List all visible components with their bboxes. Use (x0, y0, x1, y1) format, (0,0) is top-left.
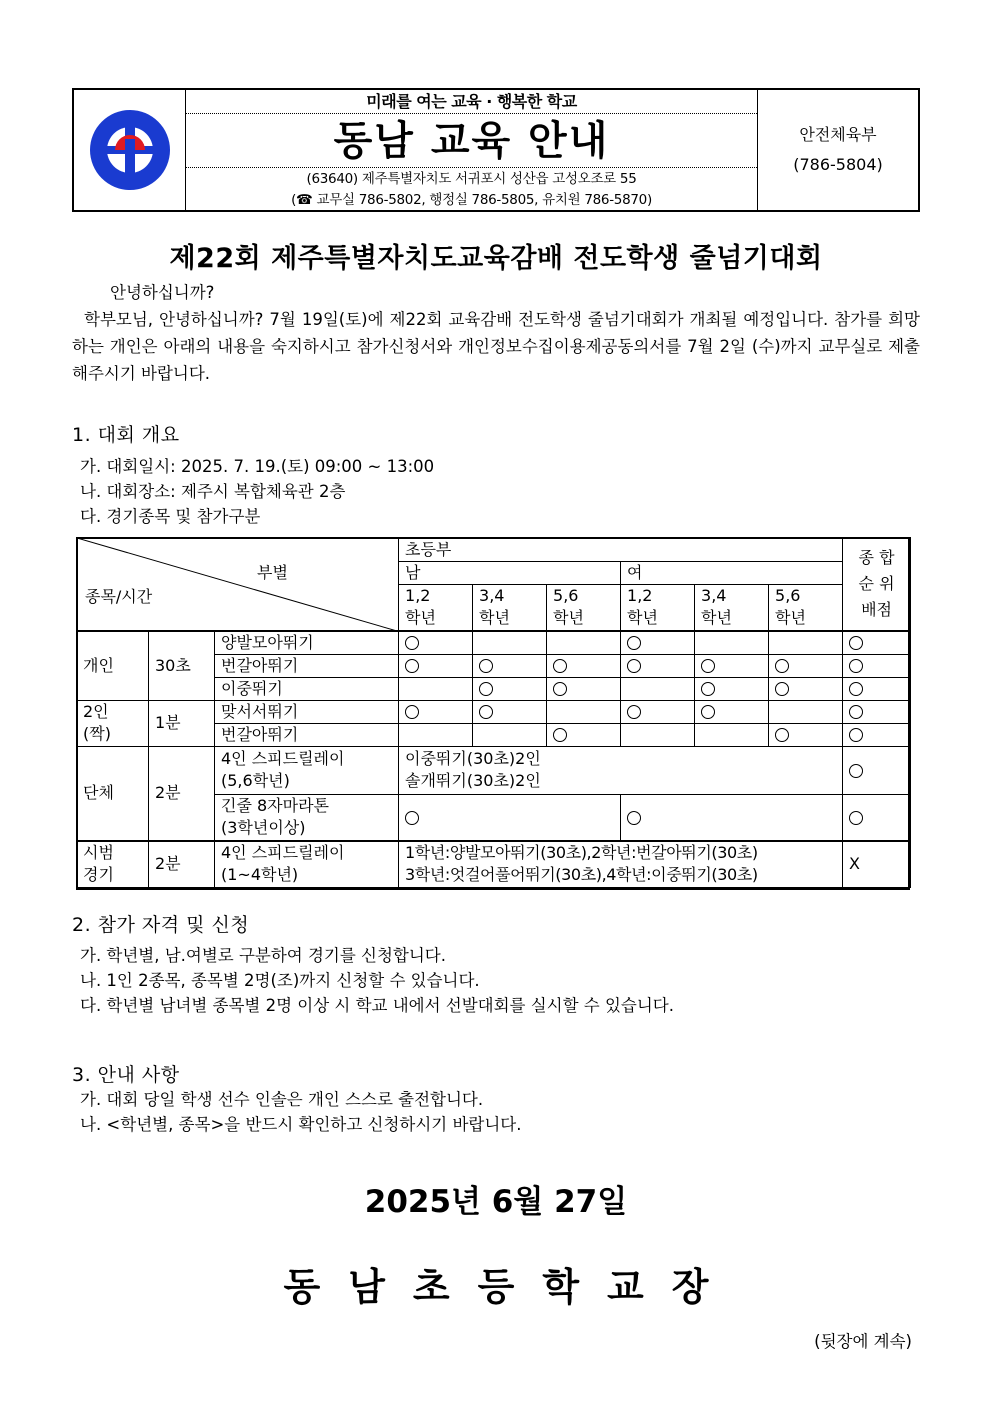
school-principal: 동남초등학교장 (283, 1265, 737, 1309)
grade-header-f56: 5,6 학년 (769, 585, 843, 631)
grade-header-f34: 3,4 학년 (695, 585, 769, 631)
corner-bottom-label: 종목/시간 (85, 587, 153, 606)
check-circle-icon (405, 636, 419, 650)
corner-top-label: 부별 (257, 563, 288, 582)
header-address: (63640) 제주특별자치도 서귀포시 성산읍 고성오조로 55 (306, 171, 637, 187)
check-circle-icon (849, 659, 863, 673)
table-row (77, 700, 911, 723)
issue-date: 2025년 6월 27일 (364, 1184, 628, 1220)
check-circle-icon (775, 659, 789, 673)
header-title: 동남 교육 안내 (186, 114, 757, 168)
check-circle-icon (775, 728, 789, 742)
check-circle-icon (553, 659, 567, 673)
grade-header-m34: 3,4 학년 (473, 585, 547, 631)
check-circle-icon (553, 682, 567, 696)
check-circle-icon (701, 682, 715, 696)
time-30s: 30초 (149, 631, 215, 701)
header-dept-phone: (786-5804) (793, 155, 883, 174)
event-name: 4인 스피드릴레이 (5,6학년) (215, 746, 399, 794)
corner-diagonal (77, 538, 397, 631)
page-title: 제22회 제주특별자치도교육감배 전도학생 줄넘기대회 (169, 243, 823, 274)
category-team: 단체 (77, 746, 149, 841)
greeting: 안녕하십니까? (110, 283, 215, 302)
time-2min: 2분 (149, 746, 215, 841)
section2-heading: 2. 참가 자격 및 신청 (72, 914, 250, 936)
table-corner (77, 538, 399, 631)
check-circle-icon (479, 659, 493, 673)
header-dept: 안전체육부 (799, 125, 877, 144)
school-logo (74, 90, 186, 210)
check-circle-icon (553, 728, 567, 742)
male-header: 남 (399, 562, 621, 585)
check-circle-icon (849, 705, 863, 719)
newsletter-header (72, 88, 920, 212)
category-demo: 시범 경기 (77, 841, 149, 887)
check-circle-icon (479, 705, 493, 719)
section1-heading: 1. 대회 개요 (72, 424, 180, 446)
check-circle-icon (405, 811, 419, 825)
event-name: 양발모아뛰기 (215, 631, 399, 655)
event-table (76, 537, 911, 888)
section1-item-2: 나. 대회장소: 제주시 복합체육관 2층 (80, 482, 346, 501)
grade-header-m12: 1,2 학년 (399, 585, 473, 631)
section2-item-1: 가. 학년별, 남.여별로 구분하여 경기를 신청합니다. (80, 946, 446, 965)
event-name: 긴줄 8자마라톤 (3학년이상) (215, 794, 399, 841)
check-circle-icon (479, 682, 493, 696)
section1-item-1: 가. 대회일시: 2025. 7. 19.(토) 09:00 ~ 13:00 (80, 457, 435, 476)
section2-item-3: 다. 학년별 남녀별 종목별 2명 이상 시 학교 내에서 선발대회를 실시할 수 있습니다. (80, 996, 674, 1015)
time-2min-demo: 2분 (149, 841, 215, 887)
section2-item-2: 나. 1인 2종목, 종목별 2명(조)까지 신청할 수 있습니다. (80, 971, 480, 990)
overall-header: 종 합 순 위 배점 (843, 538, 911, 631)
check-circle-icon (627, 705, 641, 719)
check-circle-icon (775, 682, 789, 696)
header-phones: (☎ 교무실 786-5802, 행정실 786-5805, 유치원 786-5870) (291, 192, 652, 208)
header-slogan: 미래를 여는 교육 · 행복한 학교 (186, 90, 757, 114)
grade-header-f12: 1,2 학년 (621, 585, 695, 631)
event-name: 4인 스피드릴레이 (1~4학년) (215, 841, 399, 887)
time-1min: 1분 (149, 700, 215, 746)
no-score-mark: X (843, 841, 911, 887)
intro-paragraph: 학부모님, 안녕하십니까? 7월 19일(토)에 제22회 교육감배 전도학생 줄넘기대회가 개최될 예정입니다. 참가를 희망하는 개인은 아래의 내용을 숙지하시고 참가신청서와 개인정보수집이용제공동의서를 7월 2일 (수)까지 교무실로 제출해주시기 바랍니다. (72, 310, 920, 383)
check-circle-icon (627, 659, 641, 673)
continued-note: (뒷장에 계속) (814, 1332, 912, 1351)
section3-heading: 3. 안내 사항 (72, 1064, 180, 1086)
check-circle-icon (405, 659, 419, 673)
table-row (77, 746, 911, 794)
elementary-header: 초등부 (399, 538, 843, 562)
grade-header-m56: 5,6 학년 (547, 585, 621, 631)
school-emblem-icon (89, 109, 171, 191)
check-circle-icon (849, 728, 863, 742)
check-circle-icon (849, 682, 863, 696)
table-row (77, 631, 911, 655)
category-individual: 개인 (77, 631, 149, 701)
check-circle-icon (627, 811, 641, 825)
section1-item-3: 다. 경기종목 및 참가구분 (80, 507, 261, 526)
check-circle-icon (849, 764, 863, 778)
check-circle-icon (405, 705, 419, 719)
check-circle-icon (849, 636, 863, 650)
event-name: 이중뛰기 (215, 677, 399, 700)
check-circle-icon (701, 705, 715, 719)
section3-item-1: 가. 대회 당일 학생 선수 인솔은 개인 스스로 출전합니다. (80, 1090, 484, 1109)
check-circle-icon (627, 636, 641, 650)
table-row (77, 841, 911, 887)
check-circle-icon (701, 659, 715, 673)
event-name: 맞서서뛰기 (215, 700, 399, 723)
section3-item-2: 나. <학년별, 종목>을 반드시 확인하고 신청하시기 바랍니다. (80, 1115, 522, 1134)
event-name: 번갈아뛰기 (215, 654, 399, 677)
event-name: 번갈아뛰기 (215, 723, 399, 746)
category-pair: 2인 (짝) (77, 700, 149, 746)
event-note: 이중뛰기(30초)2인 솔개뛰기(30초)2인 (399, 746, 843, 794)
female-header: 여 (621, 562, 843, 585)
check-circle-icon (849, 811, 863, 825)
event-note: 1학년:양발모아뛰기(30초),2학년:번갈아뛰기(30초) 3학년:엇걸어풀어뛰기(30초),4학년:이중뛰기(30초) (399, 841, 843, 887)
